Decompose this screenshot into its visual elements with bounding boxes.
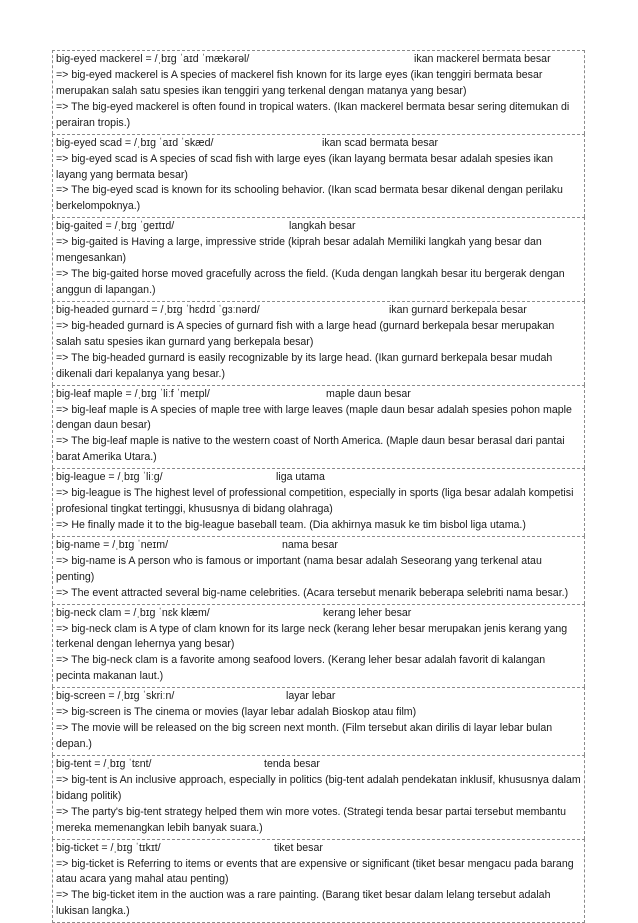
entry-big-eyed-scad [52, 134, 585, 218]
entry-head [56, 136, 582, 152]
example: => The big-eyed mackerel is often found in tropical waters. (Ikan mackerel bermata besar sering ditemukan di perairan tropis.) [56, 100, 570, 129]
entry-big-gaited [52, 217, 585, 301]
headword: big-headed gurnard = /ˌbɪɡ ˈhɛdɪd ˈɡɜːnərd/ [56, 303, 260, 316]
entry-head [56, 606, 582, 622]
example: => The movie will be released on the big screen next month. (Film tersebut akan dirilis di layar lebar bulan depan.) [56, 722, 553, 750]
entry-big-neck-clam [52, 604, 585, 688]
entry-head [56, 689, 582, 705]
definition: => big-leaf maple is A species of maple tree with large leaves (maple daun besar adalah spesies pohon maple dengan daun besar) [56, 403, 572, 432]
example: => The big-eyed scad is known for its schooling behavior. (Ikan scad bermata besar dikenal dengan perilaku berkelompoknya.) [56, 184, 563, 213]
entry-head [56, 757, 582, 773]
example: => He finally made it to the big-league baseball team. (Dia akhirnya masuk ke tim bisbol liga utama.) [56, 518, 526, 531]
headword: big-tent = /ˌbɪɡ ˈtɛnt/ [56, 757, 152, 770]
headword: big-gaited = /ˌbɪɡ ˈɡeɪtɪd/ [56, 220, 175, 233]
glossary-table [52, 50, 585, 923]
example: => The big-ticket item in the auction was a rare painting. (Barang tiket besar dalam lelang tersebut adalah lukisan langka.) [56, 889, 551, 918]
entry-big-name [52, 536, 585, 604]
translation: kerang leher besar [323, 606, 412, 619]
entry-big-leaf-maple [52, 385, 585, 469]
entry-head [56, 841, 582, 857]
definition: => big-name is A person who is famous or important (nama besar adalah Seseorang yang terkenal atau penting) [56, 554, 542, 583]
definition: => big-eyed mackerel is A species of mackerel fish known for its large eyes (ikan tenggiri bermata besar merupakan salah satu spesies ikan tenggiri yang terkenal dengan matanya yang besar) [56, 69, 543, 97]
example: => The big-gaited horse moved gracefully across the field. (Kuda dengan langkah besar itu bergerak dengan anggun di lapangan.) [56, 268, 565, 296]
translation: layar lebar [286, 690, 336, 703]
definition: => big-neck clam is A type of clam known for its large neck (kerang leher besar merupakan jenis kerang yang terkenal dengan lehernya yang besar) [56, 622, 568, 651]
definition: => big-league is The highest level of professional competition, especially in sports (liga besar adalah kompetisi profesional tingkat tertinggi, khususnya di bidang olahraga) [56, 487, 574, 516]
definition: => big-eyed scad is A species of scad fish with large eyes (ikan layang bermata besar adalah spesies ikan layang yang bermata besar) [56, 152, 554, 181]
definition: => big-headed gurnard is A species of gurnard fish with a large head (gurnard berkepala besar merupakan salah satu spesies ikan gurnard yang berkepala besar) [56, 319, 555, 348]
headword: big-league = /ˌbɪɡ ˈliːɡ/ [56, 471, 163, 484]
translation: langkah besar [289, 220, 356, 233]
translation: nama besar [282, 538, 338, 551]
entry-big-tent [52, 755, 585, 839]
entry-head [56, 538, 582, 554]
headword: big-neck clam = /ˌbɪɡ ˈnɛk klæm/ [56, 606, 210, 619]
translation: ikan mackerel bermata besar [414, 53, 551, 65]
definition: => big-gaited is Having a large, impressive stride (kiprah besar adalah Memiliki langkah yang besar dan mengesankan) [56, 236, 542, 265]
example: => The party's big-tent strategy helped them win more votes. (Strategi tenda besar partai tersebut membantu mereka memenangkan lebih banyak suara.) [56, 805, 567, 834]
translation: maple daun besar [326, 387, 411, 400]
definition: => big-tent is An inclusive approach, especially in politics (big-tent adalah pendekatan inklusif, khususnya dalam bidang politik) [56, 773, 581, 802]
translation: liga utama [276, 471, 325, 484]
entry-big-ticket [52, 839, 585, 923]
entry-head [56, 52, 582, 68]
translation: ikan gurnard berkepala besar [389, 303, 527, 316]
headword: big-eyed scad = /ˌbɪɡ ˈaɪd ˈskæd/ [56, 136, 214, 149]
translation: tenda besar [264, 757, 320, 770]
definition: => big-screen is The cinema or movies (layar lebar adalah Bioskop atau film) [56, 706, 417, 719]
entry-big-headed-gurnard [52, 301, 585, 385]
translation: tiket besar [274, 841, 323, 854]
definition: => big-ticket is Referring to items or events that are expensive or significant (tiket besar mengacu pada barang atau acara yang mahal atau penting) [56, 857, 574, 886]
example: => The event attracted several big-name celebrities. (Acara tersebut menarik beberapa selebriti nama besar.) [56, 586, 569, 599]
headword: big-eyed mackerel = /ˌbɪɡ ˈaɪd ˈmækərəl/ [56, 53, 250, 65]
example: => The big-headed gurnard is easily recognizable by its large head. (Ikan gurnard berkepala besar mudah dikenali dari kepalanya yang besar.) [56, 351, 553, 380]
entry-big-league [52, 468, 585, 536]
example: => The big-neck clam is a favorite among seafood lovers. (Kerang leher besar adalah favorit di kalangan pecinta makanan laut.) [56, 654, 546, 683]
entry-head [56, 470, 582, 486]
example: => The big-leaf maple is native to the western coast of North America. (Maple daun besar berasal dari pantai barat Amerika Utara.) [56, 435, 565, 464]
headword: big-screen = /ˌbɪɡ ˈskriːn/ [56, 690, 175, 703]
entry-head [56, 303, 582, 319]
translation: ikan scad bermata besar [322, 136, 439, 149]
headword: big-name = /ˌbɪɡ ˈneɪm/ [56, 538, 169, 551]
headword: big-leaf maple = /ˌbɪɡ ˈliːf ˈmeɪpl/ [56, 387, 210, 400]
entry-head [56, 219, 582, 235]
entry-big-eyed-mackerel [52, 50, 585, 134]
entry-big-screen [52, 687, 585, 755]
headword: big-ticket = /ˌbɪɡ ˈtɪkɪt/ [56, 841, 161, 854]
entry-head [56, 387, 582, 403]
